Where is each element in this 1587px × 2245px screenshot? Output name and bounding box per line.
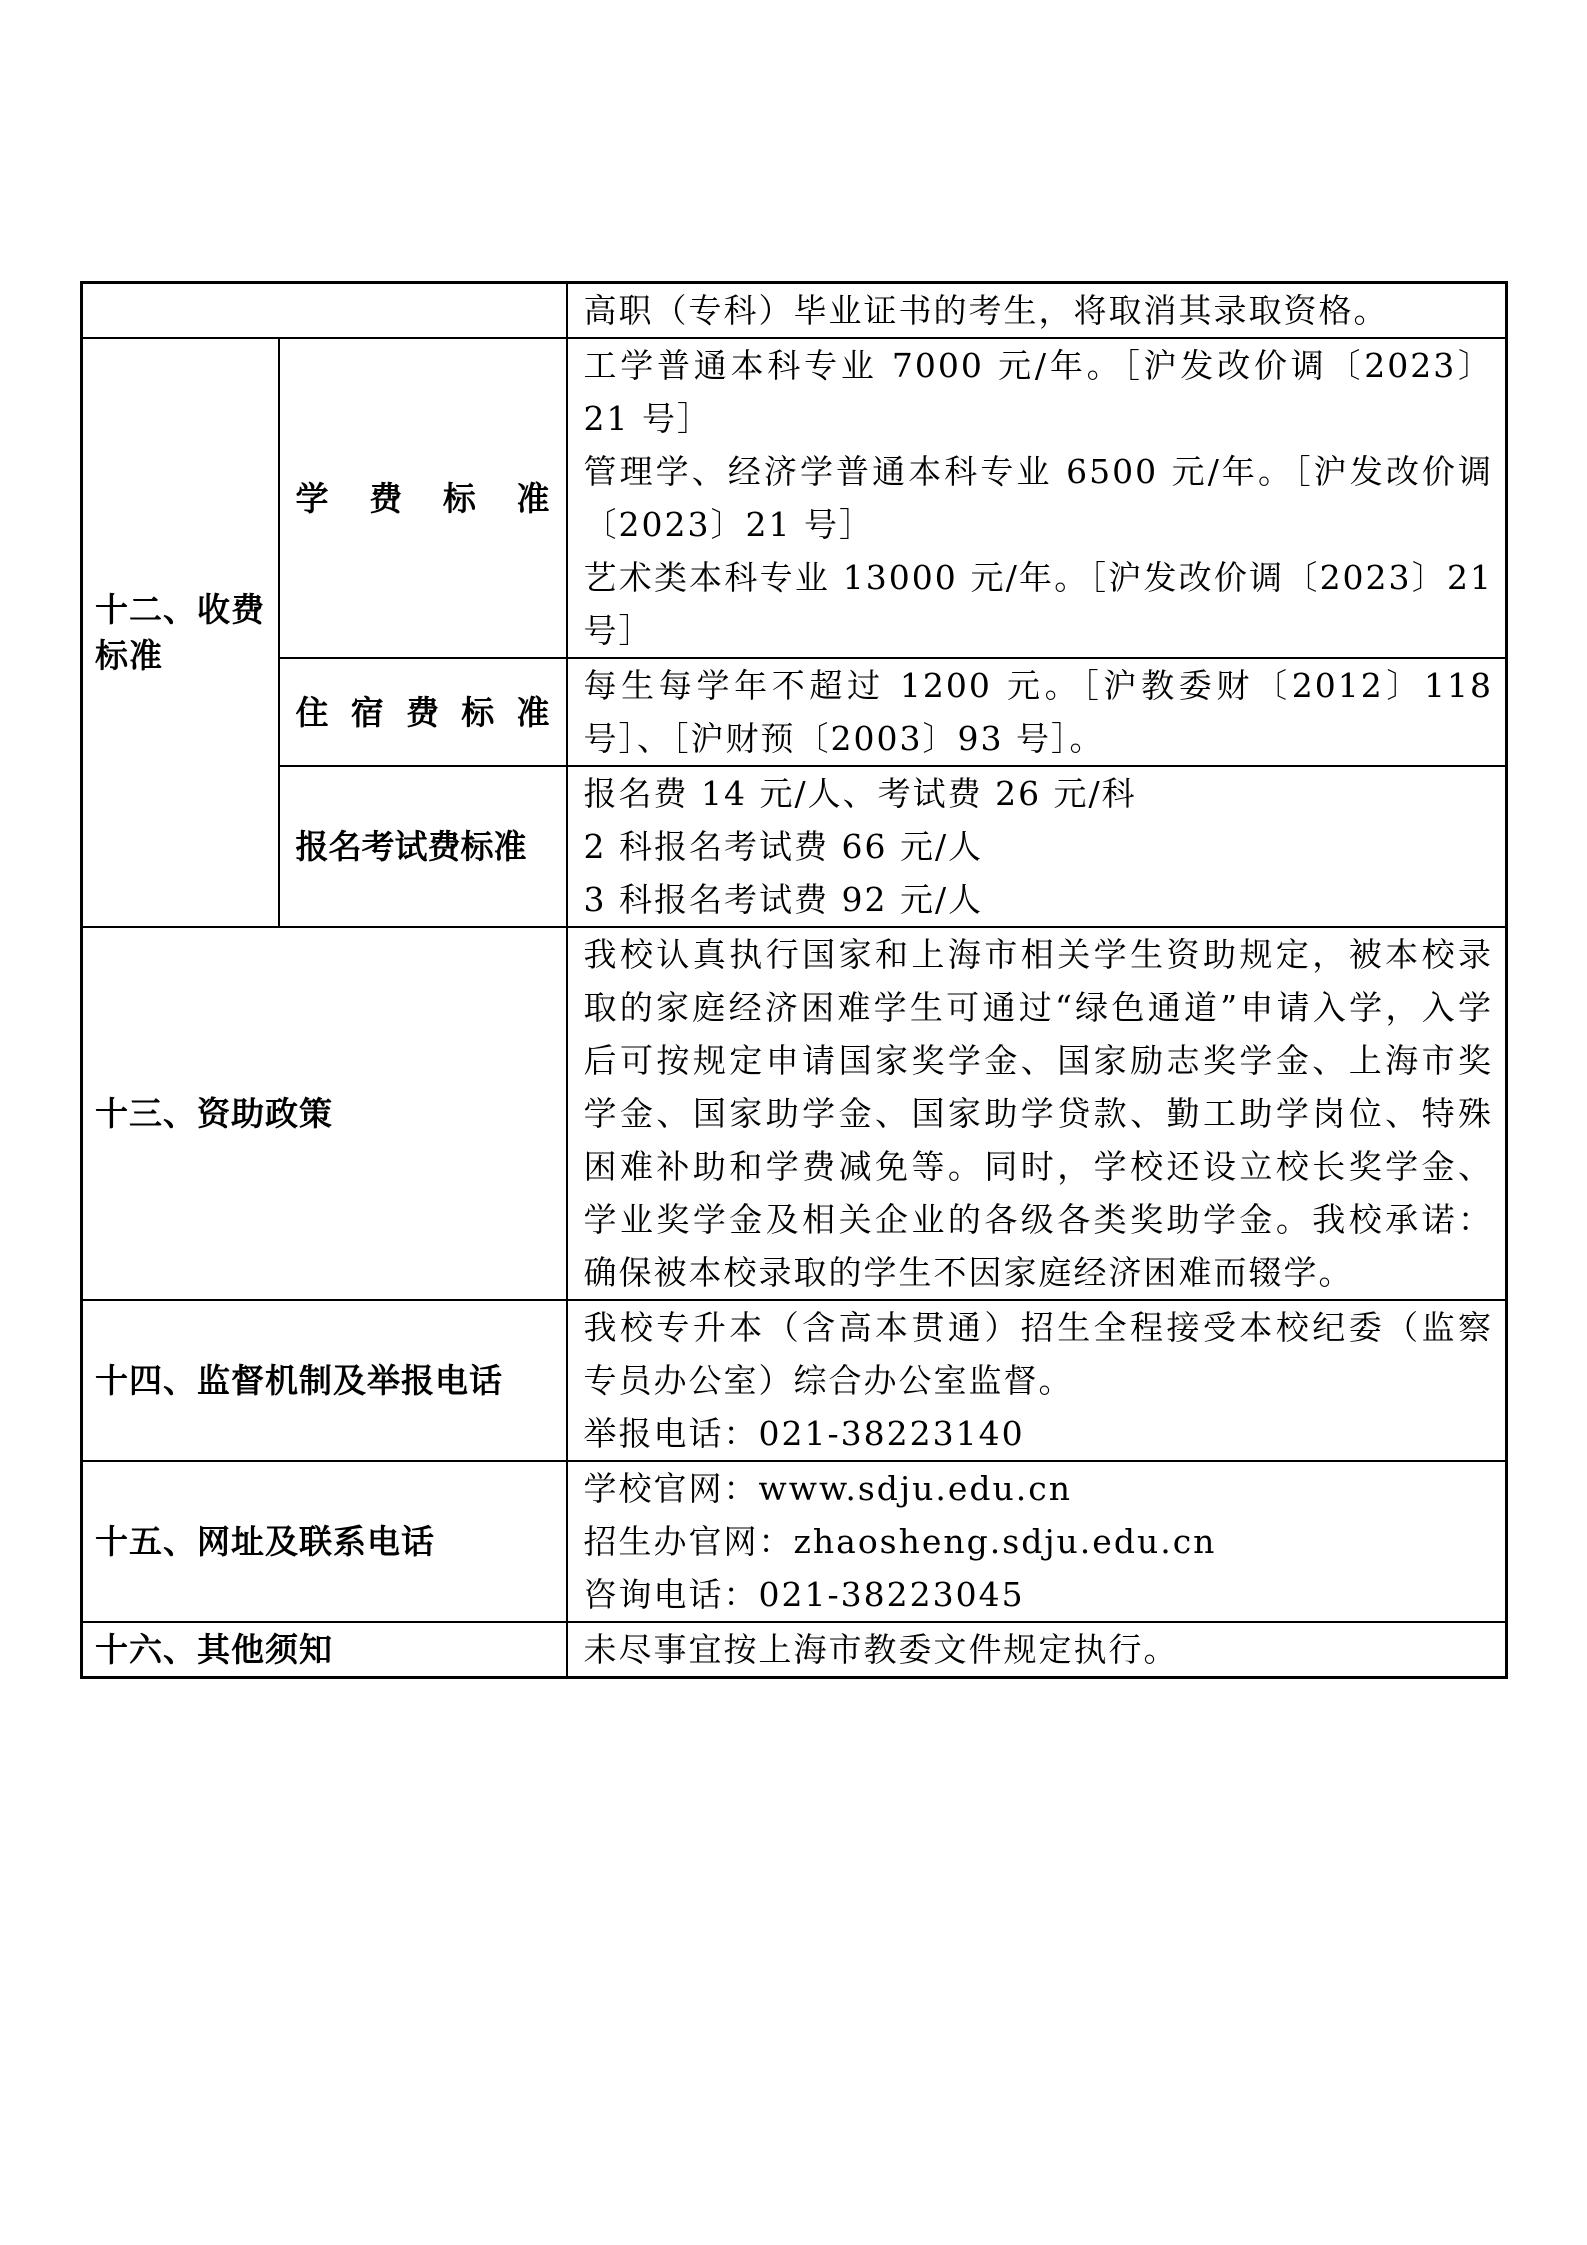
- supervision-row: [82, 1300, 1507, 1461]
- tuition-label-char: 费: [369, 478, 403, 518]
- accommodation-label-char: 标: [461, 692, 495, 732]
- tuition-content: [567, 338, 1507, 658]
- other-section-title: 十六、其他须知: [82, 1622, 567, 1678]
- accommodation-content: 每生每学年不超过 1200 元。［沪教委财〔2012〕118 号］、［沪财预〔2003〕93 号］。: [567, 658, 1507, 766]
- other-row: [82, 1622, 1507, 1678]
- accommodation-label-char: 住: [295, 692, 329, 732]
- exam-fee-line: 2 科报名考试费 66 元/人: [583, 827, 984, 866]
- other-content: 未尽事宜按上海市教委文件规定执行。: [567, 1622, 1507, 1678]
- supervision-text: 我校专升本（含高本贯通）招生全程接受本校纪委（监察专员办公室）综合办公室监督。: [583, 1308, 1493, 1400]
- contact-phone: 咨询电话：021-38223045: [583, 1575, 1025, 1614]
- supervision-section-title: 十四、监督机制及举报电话: [82, 1300, 567, 1461]
- accommodation-label: [279, 658, 567, 766]
- tuition-item-arts: 艺术类本科专业 13000 元/年。［沪发改价调〔2023〕21 号］: [583, 558, 1493, 650]
- accommodation-label-char: 宿: [350, 692, 384, 732]
- accommodation-label-char: 准: [516, 692, 550, 732]
- contact-admission-site: 招生办官网：zhaosheng.sdju.edu.cn: [583, 1522, 1217, 1561]
- continuation-text: 高职（专科）毕业证书的考生，将取消其录取资格。: [567, 283, 1507, 339]
- exam-fee-line: 3 科报名考试费 92 元/人: [583, 880, 984, 919]
- continuation-empty-cell: [82, 283, 567, 339]
- accommodation-label-char: 费: [406, 692, 439, 732]
- exam-fee-row: [82, 766, 1507, 927]
- aid-content: 我校认真执行国家和上海市相关学生资助规定，被本校录取的家庭经济困难学生可通过“绿色通道”申请入学，入学后可按规定申请国家奖学金、国家励志奖学金、上海市奖学金、国家助学金、国家助学贷款、勤工助学岗位、特殊困难补助和学费减免等。同时，学校还设立校长奖学金、学业奖学金及相关企业的各级各类奖助学金。我校承诺：确保被本校录取的学生不因家庭经济困难而辍学。: [567, 927, 1507, 1300]
- contact-section-title: 十五、网址及联系电话: [82, 1461, 567, 1622]
- admission-info-table: [80, 281, 1508, 1679]
- aid-row: [82, 927, 1507, 1300]
- exam-fee-line: 报名费 14 元/人、考试费 26 元/科: [583, 774, 1137, 813]
- accommodation-row: [82, 658, 1507, 766]
- tuition-label-char: 学: [295, 478, 329, 518]
- contact-content: [567, 1461, 1507, 1622]
- exam-fee-label: 报名考试费标准: [279, 766, 567, 927]
- supervision-phone: 举报电话：021-38223140: [583, 1414, 1025, 1453]
- tuition-label-char: 标: [442, 478, 476, 518]
- contact-row: [82, 1461, 1507, 1622]
- tuition-row: [82, 338, 1507, 658]
- aid-section-title: 十三、资助政策: [82, 927, 567, 1300]
- continuation-row: [82, 283, 1507, 339]
- exam-fee-content: [567, 766, 1507, 927]
- tuition-item-engineering: 工学普通本科专业 7000 元/年。［沪发改价调〔2023〕21 号］: [583, 346, 1493, 438]
- tuition-label: [279, 338, 567, 658]
- tuition-label-char: 准: [516, 478, 550, 518]
- supervision-content: [567, 1300, 1507, 1461]
- fees-section-title: 十二、收费标准: [82, 338, 279, 927]
- contact-school-site: 学校官网：www.sdju.edu.cn: [583, 1469, 1072, 1508]
- tuition-item-management: 管理学、经济学普通本科专业 6500 元/年。［沪发改价调〔2023〕21 号］: [583, 452, 1493, 544]
